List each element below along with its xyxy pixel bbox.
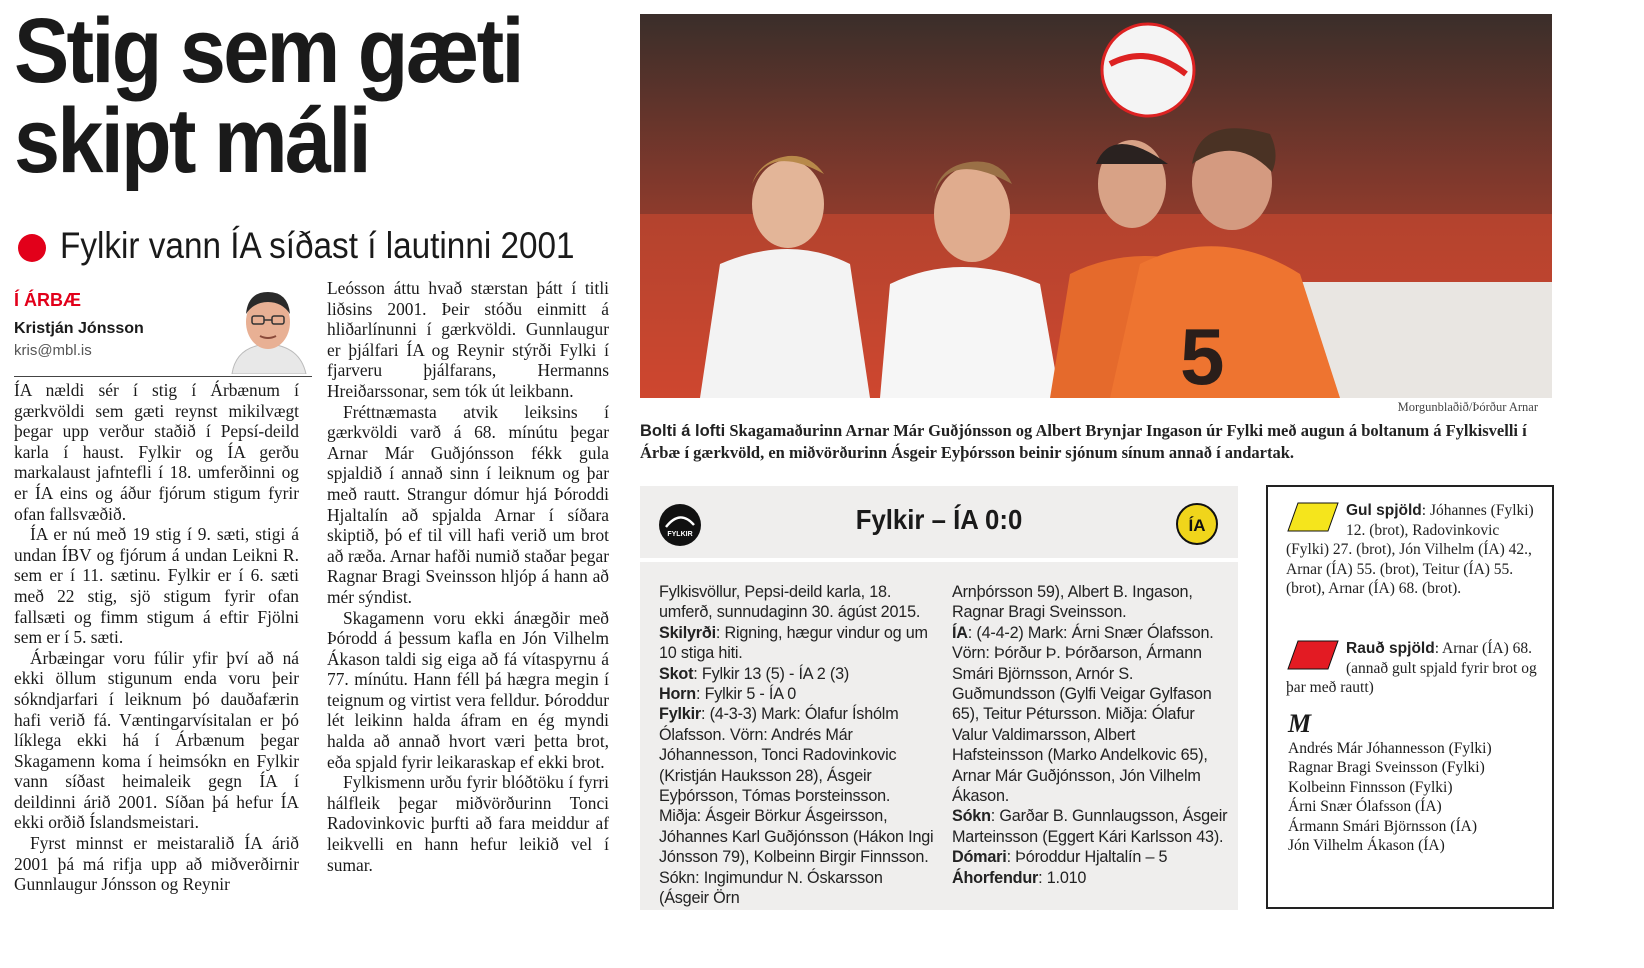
subheadline [18, 226, 628, 266]
stats-text: : 1.010 [1038, 868, 1087, 887]
list-item: Ragnar Bragi Sveinsson (Fylki) [1288, 759, 1485, 777]
paragraph: Fylkismenn urðu fyrir blóðtöku í fyrri hálfleik þegar miðvörðurinn Tonci Radovinkovic þurfti að fara meiddur af leikvelli en hann hefur leikið vel í sumar. [327, 772, 609, 875]
headline [14, 0, 563, 192]
paragraph: Leósson áttu hvað stærstan þátt í titli liðsins 2001. Þeir stóðu einmitt á hliðarlínunni í gærkvöldi. Gunnlaugur er þjálfari ÍA og Reynir stýrði Fylki í fjarveru þjálfarans, Hermanns Hreiðarssonar, sem tók út leikbann. [327, 278, 609, 401]
list-item: Jón Vilhelm Ákason (ÍA) [1288, 837, 1445, 855]
paragraph: Fréttnæmasta atvik leiksins í gærkvöldi varð á 68. mínútu þegar Arnar Már Guðjónsson fékk gula spjaldið í annað sinn í leiknum og þar með rautt. Strangur dómur hjá Þóroddi Hjaltalín að spjalda Arnar í síðara skiptið, þó ef til vill hafi verið um brot að ræða. Arnar hafði numið staðar þegar Ragnar Bragi Sveinsson hljóp á hann að mér sýndist. [327, 401, 609, 607]
yellow-cards-text: : Jóhannes (Fylki) 12. (brot), Radovinkovic (Fylki) 27. (brot), Jón Vilhelm (ÍA) 42., Arnar (ÍA) 55. (brot), Teitur (ÍA) 55. (brot), Arnar (ÍA) 68. (brot). [1286, 502, 1534, 597]
paragraph: ÍA er nú með 19 stig í 9. sæti, stigi á undan ÍBV og fjórum á undan Leikni R. sem er í 11. sætinu. Fylkir er í 6. sæti með 22 stig, sjö stigum fyrir ofan fallsæti og fimm stigum á eftir Fjölni sem er í 5. sæti. [14, 524, 299, 648]
stats-text: Fylkisvöllur, Pepsi-deild karla, 18. umferð, sunnudaginn 30. ágúst 2015. [659, 583, 921, 622]
stats-text: : Fylkir 13 (5) - ÍA 2 (3) [693, 664, 850, 683]
list-item: Ármann Smári Björnsson (ÍA) [1288, 817, 1477, 835]
photo-caption [640, 420, 1540, 463]
section-label: Í ÁRBÆ [14, 290, 81, 310]
stats-label: Skot [659, 664, 694, 683]
ia-logo-icon [1176, 503, 1218, 545]
stats-label: Dómari [952, 848, 1007, 867]
photo-credit: Morgunblaðið/Þórður Arnar [1397, 400, 1538, 414]
stats-text: : (4-3-3) Mark: Ólafur Íshólm Ólafsson. Vörn: Andrés Már Jóhannesson, Tonci Radovinkovic (Kristján Hauksson 28), Ásgeir Eyþórsson, Tómas Þorsteinsson. Miðja: Ásgeir Börkur Ásgeirsson, Jóhannes Karl Guðjónsson (Hákon Ingi Jónsson 79), Kolbeinn Birgir Finnsson. Sókn: Ingimundur N. Óskarsson (Ásgeir Örn [659, 705, 934, 908]
author-email[interactable]: kris@mbl.is [14, 342, 92, 359]
red-cards-label: Rauð spjöld [1346, 640, 1435, 657]
red-bullet-icon [18, 234, 46, 262]
stats-text: Arnþórsson 59), Albert B. Ingason, Ragnar Bragi Sveinsson. [952, 583, 1193, 622]
yellow-card-icon [1286, 501, 1340, 533]
stats-label: Skilyrði [659, 623, 716, 642]
red-cards [1286, 639, 1538, 698]
cards-box [1266, 485, 1554, 909]
stats-text: : Rigning, hægur vindur og um 10 stiga hiti. [659, 623, 928, 663]
yellow-cards-label: Gul spjöld [1346, 502, 1422, 519]
red-cards-text: : Arnar (ÍA) 68. (annað gult spjald fyrir brot og þar með rautt) [1286, 640, 1537, 696]
headline-line2: skipt máli [14, 90, 369, 192]
match-stats-box [640, 562, 1238, 910]
article-column-2 [327, 278, 609, 875]
caption-text: Skagamaðurinn Arnar Már Guðjónsson og Albert Brynjar Ingason úr Fylki með augun á boltanum á Fylkisvelli í Árbæ í gærkvöld, en miðvörðurinn Ásgeir Eyþórsson beinir sjónum sínum annað í andartak. [640, 421, 1527, 462]
score-box [640, 486, 1238, 558]
stats-label: Fylkir [659, 705, 701, 724]
stats-text: : Garðar B. Gunnlaugsson, Ásgeir Marteinsson (Eggert Kári Karlsson 43). [952, 807, 1228, 846]
red-card-icon [1286, 639, 1340, 671]
stats-column-left [659, 582, 935, 909]
article-column-1 [14, 380, 299, 895]
paragraph: Fyrst minnst er meistaralið ÍA árið 2001 þá má rifja upp að miðverðirnir Gunnlaugur Jónsson og Reynir [14, 833, 299, 895]
paragraph: Skagamenn voru ekki ánægðir með Þórodd á þessum kafla en Jón Vilhelm Ákason taldi sig eiga að fá vítaspyrnu á 77. mínútu. Hann féll þá hægra megin í teignum og virtist vera felldur. Þóroddur lét leikinn halda áfram en ég myndi halda að annað hvort væri þetta brot, eða spjald fyrir leikaraskap ef ekki brot. [327, 607, 609, 772]
list-item: Árni Snær Ólafsson (ÍA) [1288, 798, 1442, 816]
subheadline-text: Fylkir vann ÍA síðast í lautinni 2001 [60, 225, 575, 266]
stats-label: ÍA [952, 623, 968, 642]
match-photo [640, 14, 1552, 398]
fylkir-logo-text: FYLKIR [667, 531, 693, 538]
author-name: Kristján Jónsson [14, 320, 144, 337]
stats-column-right [952, 582, 1228, 888]
caption-lead: Bolti á lofti [640, 422, 726, 440]
paragraph: Árbæingar voru fúlir yfir því að ná ekki öllum stigunum enda voru þeir sókndjarfari í leiknum þó dauðafærin hafi verið fá. Væntingarvísitalan er þó líklega ekki há í Árbænum þegar Skagamenn koma í heimsókn en Fylkir vann síðast heimaleik gegn ÍA í deildinni árið 2001. Síðan þá hefur ÍA ekki orðið Íslandsmeistari. [14, 647, 299, 833]
mbl-logo-icon: M [1288, 709, 1312, 738]
stats-label: Sókn [952, 807, 991, 826]
stats-label: Áhorfendur [952, 868, 1039, 887]
list-item: Andrés Már Jóhannesson (Fylki) [1288, 740, 1492, 757]
stats-text: : Þóroddur Hjaltalín – 5 [1006, 848, 1168, 867]
stats-text: : Fylkir 5 - ÍA 0 [695, 685, 797, 704]
stats-text: : (4-4-2) Mark: Árni Snær Ólafsson. Vörn: Þórður Þ. Þórðarson, Ármann Smári Björnsson, Arnór S. Guðmundsson (Gylfi Veigar Gylfason 65), Teitur Pétursson. Miðja: Ólafur Valur Valdimarsson, Albert Hafsteinsson (Marko Andelkovic 65), Arnar Már Guðjónsson, Jón Vilhelm Ákason. [952, 623, 1214, 806]
svg-text:5: 5 [1180, 312, 1225, 398]
stats-label: Horn [659, 685, 696, 704]
score-line: Fylkir – ÍA 0:0 [855, 504, 1023, 535]
author-photo [226, 284, 310, 374]
yellow-cards [1286, 501, 1538, 599]
headline-line1: Stig sem gæti [14, 0, 522, 102]
ia-logo-text: ÍA [1188, 516, 1206, 535]
byline [14, 286, 312, 377]
players-list [1288, 739, 1492, 855]
list-item: Kolbeinn Finnsson (Fylki) [1288, 778, 1453, 796]
paragraph: ÍA nældi sér í stig í Árbænum í gærkvöldi sem gæti reynst mikilvægt þegar upp verður staðið í Pepsí-deild karla í haust. Fylkir og ÍA gerðu markalaust jafntefli í 18. umferðinni og er ÍA eins og áður fjórum stigum fyrir ofan fallsvæðið. [14, 380, 299, 524]
